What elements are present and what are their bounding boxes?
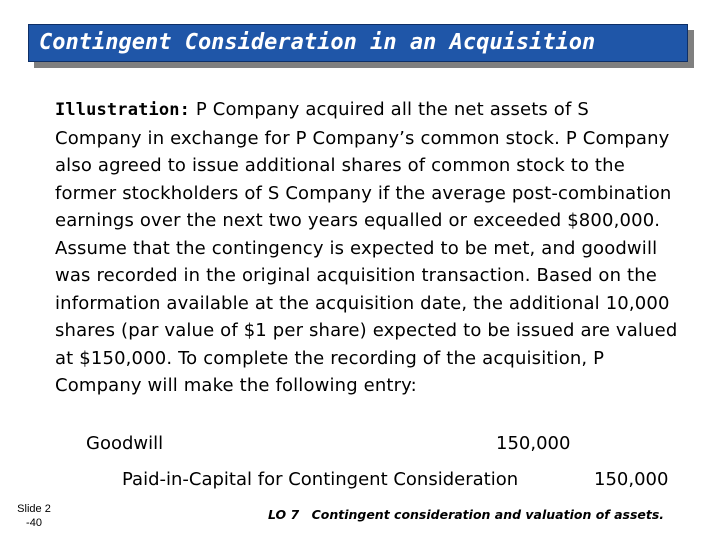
slide-title: Contingent Consideration in an Acquisition [39, 30, 596, 55]
illustration-label: Illustration: [55, 100, 191, 120]
learning-objective-footer [268, 507, 664, 522]
slide-number-line1: Slide 2 [17, 503, 51, 515]
illustration-paragraph [55, 96, 680, 400]
learning-objective-code: LO 7 [268, 507, 300, 522]
slide-number-line2: -40 [26, 517, 42, 529]
learning-objective-text: Contingent consideration and valuation of assets. [311, 507, 665, 522]
title-bar [28, 24, 688, 62]
slide-number [6, 502, 62, 530]
journal-debit-account: Goodwill [86, 433, 164, 454]
journal-credit-account: Paid-in-Capital for Contingent Consideration [122, 469, 519, 490]
illustration-body: P Company acquired all the net assets of S Company in exchange for P Company’s common stock. P Company also agreed to issue additional shares of common stock to the former stockholders of S Company if the average post-combination earnings over the next two years equalled or exceeded $800,000. Assume that the contingency is expected to be met, and goodwill was recorded in the original acquisition transaction. Based on the information available at the acquisition date, the additional 10,000 shares (par value of $1 per share) expected to be issued are valued at $150,000. To complete the recording of the acquisition, P Company will make the following entry: [55, 99, 678, 396]
journal-credit-amount: 150,000 [594, 469, 669, 490]
journal-debit-amount: 150,000 [496, 433, 571, 454]
